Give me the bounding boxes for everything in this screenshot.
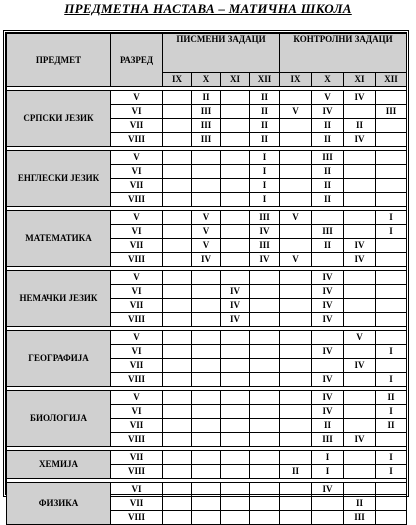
written-cell: [163, 133, 192, 147]
subject-name: ФИЗИКА: [7, 483, 111, 525]
written-cell: [192, 271, 221, 285]
written-cell: [221, 151, 250, 165]
control-cell: [280, 91, 312, 105]
written-cell: [221, 271, 250, 285]
written-cell: [163, 151, 192, 165]
written-cell: [221, 405, 250, 419]
control-cell: [376, 285, 407, 299]
written-cell: III: [250, 211, 280, 225]
written-cell: [221, 193, 250, 207]
written-cell: [221, 345, 250, 359]
table-row: [7, 91, 407, 105]
written-cell: [192, 483, 221, 497]
written-cell: [192, 511, 221, 525]
written-cell: [221, 465, 250, 479]
header-month-control: IX: [280, 73, 312, 87]
written-cell: [250, 419, 280, 433]
control-cell: I: [376, 405, 407, 419]
grade-cell: VIII: [111, 465, 163, 479]
written-cell: IV: [221, 299, 250, 313]
written-cell: [250, 451, 280, 465]
control-cell: I: [376, 211, 407, 225]
written-cell: [192, 151, 221, 165]
control-cell: III: [312, 151, 344, 165]
written-cell: [192, 373, 221, 387]
control-cell: III: [376, 105, 407, 119]
grade-cell: VIII: [111, 253, 163, 267]
subject-name: МАТЕМАТИКА: [7, 211, 111, 267]
control-cell: V: [280, 253, 312, 267]
written-cell: [250, 511, 280, 525]
control-cell: V: [280, 211, 312, 225]
control-cell: [376, 193, 407, 207]
written-cell: [192, 497, 221, 511]
control-cell: [344, 345, 376, 359]
control-cell: [312, 511, 344, 525]
control-cell: IV: [312, 299, 344, 313]
control-cell: IV: [344, 91, 376, 105]
written-cell: [192, 419, 221, 433]
control-cell: [376, 331, 407, 345]
header-month-control: XI: [344, 73, 376, 87]
control-cell: II: [312, 119, 344, 133]
control-cell: [312, 253, 344, 267]
header-written: ПИСМЕНИ ЗАДАЦИ: [163, 34, 280, 73]
control-cell: I: [376, 373, 407, 387]
control-cell: [376, 253, 407, 267]
written-cell: II: [250, 91, 280, 105]
control-cell: [344, 465, 376, 479]
written-cell: [250, 497, 280, 511]
control-cell: [344, 105, 376, 119]
written-cell: [221, 225, 250, 239]
control-cell: II: [344, 497, 376, 511]
control-cell: IV: [312, 483, 344, 497]
written-cell: [221, 433, 250, 447]
control-cell: [376, 359, 407, 373]
control-cell: [280, 373, 312, 387]
control-cell: IV: [344, 133, 376, 147]
written-cell: IV: [221, 313, 250, 327]
written-cell: II: [192, 91, 221, 105]
control-cell: [376, 299, 407, 313]
written-cell: [250, 299, 280, 313]
control-cell: [280, 165, 312, 179]
subject-name: СРПСКИ ЈЕЗИК: [7, 91, 111, 147]
header-month-written: X: [192, 73, 221, 87]
written-cell: [221, 419, 250, 433]
table-row: [7, 271, 407, 285]
written-cell: [163, 419, 192, 433]
grade-cell: V: [111, 331, 163, 345]
control-cell: [344, 271, 376, 285]
grade-cell: VIII: [111, 133, 163, 147]
control-cell: IV: [312, 105, 344, 119]
written-cell: I: [250, 151, 280, 165]
control-cell: [344, 405, 376, 419]
control-cell: [344, 165, 376, 179]
control-cell: [376, 119, 407, 133]
grade-cell: V: [111, 151, 163, 165]
written-cell: [163, 253, 192, 267]
written-cell: [221, 91, 250, 105]
control-cell: I: [376, 225, 407, 239]
control-cell: II: [344, 119, 376, 133]
control-cell: [344, 193, 376, 207]
grade-cell: VI: [111, 165, 163, 179]
control-cell: IV: [344, 359, 376, 373]
written-cell: [221, 165, 250, 179]
written-cell: V: [192, 225, 221, 239]
written-cell: [163, 211, 192, 225]
written-cell: [192, 405, 221, 419]
control-cell: II: [280, 465, 312, 479]
grade-cell: VI: [111, 105, 163, 119]
written-cell: II: [250, 133, 280, 147]
written-cell: [163, 433, 192, 447]
written-cell: II: [250, 105, 280, 119]
control-cell: [344, 151, 376, 165]
control-cell: I: [376, 345, 407, 359]
written-cell: [163, 193, 192, 207]
table-row: [7, 151, 407, 165]
control-cell: [376, 239, 407, 253]
control-cell: [280, 359, 312, 373]
control-cell: [280, 119, 312, 133]
control-cell: IV: [344, 239, 376, 253]
written-cell: [221, 373, 250, 387]
written-cell: III: [192, 133, 221, 147]
written-cell: [192, 299, 221, 313]
grade-cell: VII: [111, 119, 163, 133]
grade-cell: VIII: [111, 373, 163, 387]
subject-name: ХЕМИЈА: [7, 451, 111, 479]
control-cell: V: [312, 91, 344, 105]
header-month-control: XII: [376, 73, 407, 87]
grade-cell: VI: [111, 483, 163, 497]
header-month-written: IX: [163, 73, 192, 87]
grade-cell: VII: [111, 359, 163, 373]
written-cell: [163, 451, 192, 465]
written-cell: [221, 359, 250, 373]
written-cell: [192, 433, 221, 447]
written-cell: IV: [250, 253, 280, 267]
written-cell: V: [192, 211, 221, 225]
control-cell: II: [376, 391, 407, 405]
control-cell: [376, 497, 407, 511]
control-cell: III: [312, 433, 344, 447]
control-cell: II: [376, 419, 407, 433]
control-cell: [280, 133, 312, 147]
control-cell: [376, 511, 407, 525]
written-cell: [250, 331, 280, 345]
written-cell: [163, 285, 192, 299]
control-cell: IV: [312, 373, 344, 387]
control-cell: [280, 225, 312, 239]
table-row: [7, 331, 407, 345]
table-row: [7, 451, 407, 465]
schedule-table: [6, 33, 407, 525]
control-cell: [280, 419, 312, 433]
written-cell: [221, 511, 250, 525]
table-header: [7, 34, 407, 87]
written-cell: [250, 433, 280, 447]
subject-name: ЕНГЛЕСКИ ЈЕЗИК: [7, 151, 111, 207]
written-cell: [163, 165, 192, 179]
written-cell: [221, 451, 250, 465]
written-cell: [163, 391, 192, 405]
subject-name: БИОЛОГИЈА: [7, 391, 111, 447]
control-cell: [280, 239, 312, 253]
control-cell: IV: [312, 313, 344, 327]
written-cell: [192, 331, 221, 345]
control-cell: I: [312, 451, 344, 465]
written-cell: [163, 271, 192, 285]
grade-cell: VII: [111, 451, 163, 465]
control-cell: II: [312, 133, 344, 147]
control-cell: IV: [312, 405, 344, 419]
control-cell: [312, 497, 344, 511]
written-cell: [192, 285, 221, 299]
written-cell: [250, 313, 280, 327]
written-cell: [163, 179, 192, 193]
control-cell: [280, 313, 312, 327]
header-grade: РАЗРЕД: [111, 34, 163, 87]
subject-name: НЕМАЧКИ ЈЕЗИК: [7, 271, 111, 327]
written-cell: [163, 225, 192, 239]
control-cell: I: [376, 451, 407, 465]
control-cell: IV: [344, 433, 376, 447]
control-cell: [312, 359, 344, 373]
written-cell: [192, 179, 221, 193]
control-cell: [280, 285, 312, 299]
written-cell: [221, 179, 250, 193]
table-row: [7, 211, 407, 225]
grade-cell: VI: [111, 345, 163, 359]
control-cell: [344, 179, 376, 193]
control-cell: [312, 331, 344, 345]
written-cell: [163, 483, 192, 497]
written-cell: [163, 373, 192, 387]
written-cell: [163, 105, 192, 119]
table-row: [7, 391, 407, 405]
written-cell: [221, 133, 250, 147]
control-cell: [280, 179, 312, 193]
grade-cell: V: [111, 91, 163, 105]
written-cell: [163, 359, 192, 373]
grade-cell: VII: [111, 497, 163, 511]
written-cell: [192, 345, 221, 359]
control-cell: [344, 451, 376, 465]
written-cell: V: [192, 239, 221, 253]
control-cell: [344, 285, 376, 299]
control-cell: III: [312, 225, 344, 239]
grade-cell: VIII: [111, 511, 163, 525]
grade-cell: V: [111, 211, 163, 225]
control-cell: I: [312, 465, 344, 479]
control-cell: [376, 179, 407, 193]
written-cell: [221, 331, 250, 345]
control-cell: [280, 497, 312, 511]
control-cell: [312, 211, 344, 225]
control-cell: III: [344, 511, 376, 525]
control-cell: [280, 391, 312, 405]
header-month-written: XI: [221, 73, 250, 87]
control-cell: [280, 483, 312, 497]
control-cell: IV: [312, 271, 344, 285]
written-cell: [192, 165, 221, 179]
grade-cell: VII: [111, 239, 163, 253]
control-cell: [344, 419, 376, 433]
control-cell: [280, 151, 312, 165]
written-cell: III: [250, 239, 280, 253]
written-cell: [250, 271, 280, 285]
control-cell: [376, 165, 407, 179]
written-cell: [221, 239, 250, 253]
grade-cell: VI: [111, 405, 163, 419]
control-cell: II: [312, 193, 344, 207]
written-cell: [163, 239, 192, 253]
control-cell: II: [312, 179, 344, 193]
control-cell: [280, 271, 312, 285]
control-cell: [376, 313, 407, 327]
control-cell: II: [312, 239, 344, 253]
written-cell: [221, 391, 250, 405]
written-cell: IV: [250, 225, 280, 239]
grade-cell: VII: [111, 179, 163, 193]
control-cell: [344, 373, 376, 387]
control-cell: [280, 331, 312, 345]
grade-cell: VII: [111, 299, 163, 313]
written-cell: I: [250, 165, 280, 179]
control-cell: IV: [344, 253, 376, 267]
control-cell: II: [312, 419, 344, 433]
control-cell: [344, 299, 376, 313]
written-cell: IV: [221, 285, 250, 299]
control-cell: [376, 271, 407, 285]
control-cell: IV: [312, 345, 344, 359]
written-cell: [163, 497, 192, 511]
written-cell: [221, 497, 250, 511]
written-cell: [250, 391, 280, 405]
written-cell: [192, 313, 221, 327]
grade-cell: VIII: [111, 193, 163, 207]
header-control: КОНТРОЛНИ ЗАДАЦИ: [280, 34, 407, 73]
written-cell: [163, 331, 192, 345]
control-cell: [376, 91, 407, 105]
written-cell: [163, 91, 192, 105]
written-cell: [250, 405, 280, 419]
written-cell: [221, 119, 250, 133]
control-cell: [280, 193, 312, 207]
written-cell: [192, 391, 221, 405]
control-cell: [280, 299, 312, 313]
written-cell: [221, 105, 250, 119]
grade-cell: VIII: [111, 313, 163, 327]
control-cell: [376, 483, 407, 497]
written-cell: [250, 465, 280, 479]
header-month-control: X: [312, 73, 344, 87]
written-cell: [163, 465, 192, 479]
grade-cell: VI: [111, 225, 163, 239]
written-cell: [163, 119, 192, 133]
control-cell: IV: [312, 391, 344, 405]
written-cell: [192, 359, 221, 373]
control-cell: [344, 483, 376, 497]
written-cell: [163, 299, 192, 313]
grade-cell: VII: [111, 419, 163, 433]
control-cell: [280, 451, 312, 465]
header-subject: ПРЕДМЕТ: [7, 34, 111, 87]
written-cell: [192, 451, 221, 465]
control-cell: [344, 225, 376, 239]
written-cell: [250, 373, 280, 387]
written-cell: [250, 285, 280, 299]
table-row: [7, 483, 407, 497]
written-cell: [221, 483, 250, 497]
written-cell: III: [192, 105, 221, 119]
control-cell: [280, 433, 312, 447]
written-cell: [221, 211, 250, 225]
written-cell: [192, 465, 221, 479]
control-cell: [376, 433, 407, 447]
written-cell: II: [250, 119, 280, 133]
subject-name: ГЕОГРАФИЈА: [7, 331, 111, 387]
written-cell: [163, 345, 192, 359]
control-cell: IV: [312, 285, 344, 299]
written-cell: [250, 359, 280, 373]
control-cell: I: [376, 465, 407, 479]
written-cell: [192, 193, 221, 207]
control-cell: [280, 345, 312, 359]
grade-cell: VI: [111, 285, 163, 299]
control-cell: [280, 511, 312, 525]
control-cell: [376, 151, 407, 165]
written-cell: [250, 345, 280, 359]
written-cell: [163, 405, 192, 419]
control-cell: [376, 133, 407, 147]
written-cell: I: [250, 179, 280, 193]
control-cell: V: [280, 105, 312, 119]
grade-cell: VIII: [111, 433, 163, 447]
control-cell: [344, 391, 376, 405]
written-cell: [163, 511, 192, 525]
control-cell: [280, 405, 312, 419]
written-cell: [250, 483, 280, 497]
control-cell: [344, 313, 376, 327]
grade-cell: V: [111, 391, 163, 405]
control-cell: II: [312, 165, 344, 179]
page-title: ПРЕДМЕТНА НАСТАВА – МАТИЧНА ШКОЛА: [64, 1, 352, 16]
grade-cell: V: [111, 271, 163, 285]
written-cell: IV: [192, 253, 221, 267]
written-cell: I: [250, 193, 280, 207]
written-cell: III: [192, 119, 221, 133]
written-cell: [221, 253, 250, 267]
header-month-written: XII: [250, 73, 280, 87]
control-cell: V: [344, 331, 376, 345]
written-cell: [163, 313, 192, 327]
control-cell: [344, 211, 376, 225]
